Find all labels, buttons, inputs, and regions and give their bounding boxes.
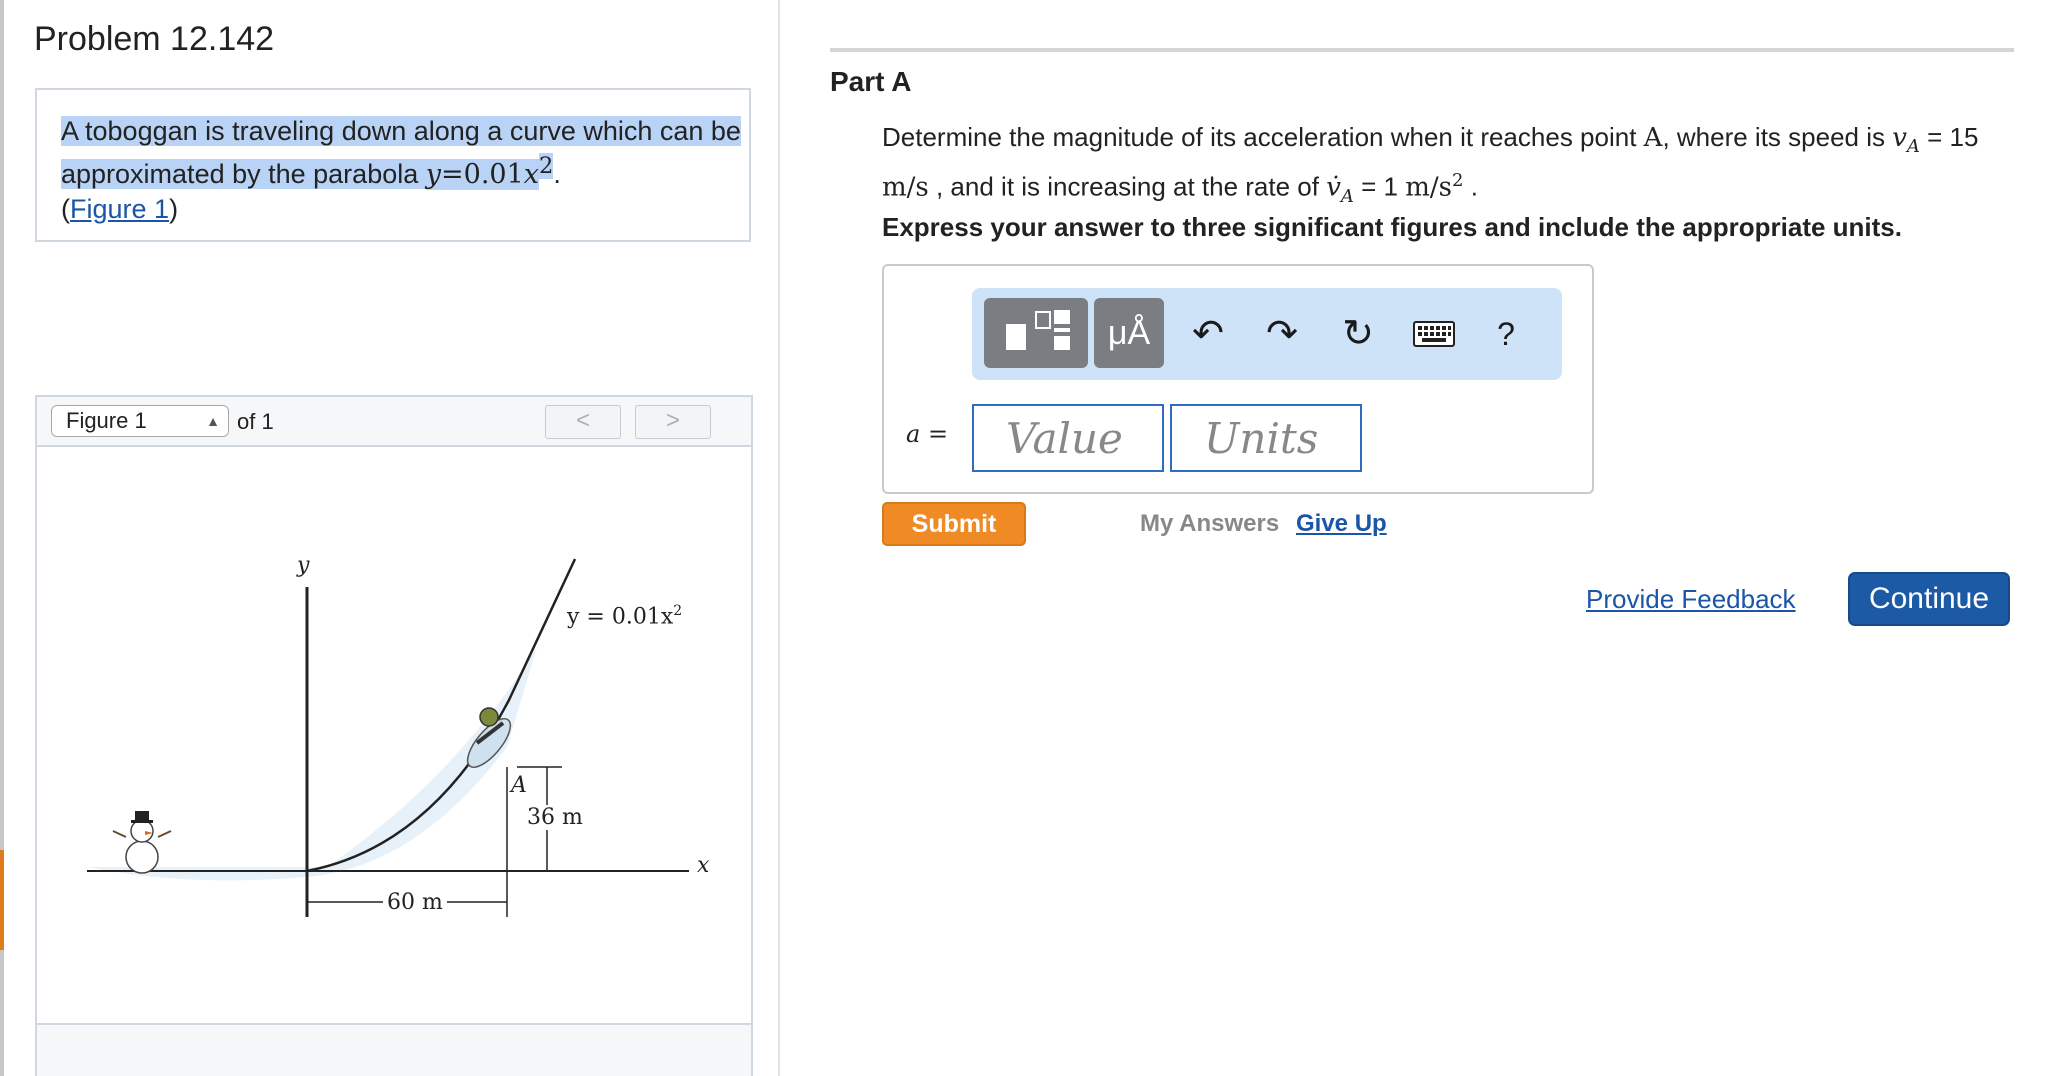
figure-select[interactable] (51, 405, 229, 437)
question-prefix: Determine the magnitude of its acceleration when it reaches point (882, 122, 1644, 152)
problem-column (4, 0, 779, 1076)
equation-exponent: 2 (539, 153, 554, 179)
submit-button[interactable]: Submit (882, 502, 1026, 546)
select-arrows-icon: ▲ (206, 413, 220, 429)
question-vdot-sub: A (1340, 186, 1354, 208)
undo-icon: ↶ (1192, 313, 1224, 355)
x-axis-label: x (697, 853, 710, 878)
problem-statement (61, 114, 741, 227)
question-v: v (1892, 123, 1907, 153)
chevron-right-icon: > (665, 407, 680, 434)
question-speed-unit: m/s (882, 172, 929, 203)
toboggan-diagram (37, 447, 751, 1023)
help-button[interactable]: ? (1497, 316, 1515, 352)
figure-prev-button[interactable] (545, 405, 621, 439)
problem-title: Problem 12.142 (34, 20, 275, 58)
snowman (113, 811, 171, 873)
curve-equation-label (567, 603, 682, 629)
templates-button[interactable] (984, 298, 1088, 368)
statement-period: . (553, 159, 561, 189)
instruction-text: Express your answer to three significant figures and include the appropriate units. (882, 212, 1902, 242)
figure-link-paren-close: ) (169, 194, 179, 224)
redo-icon: ↷ (1266, 313, 1298, 355)
figure-panel (35, 395, 753, 1076)
answer-box (882, 264, 1594, 494)
keyboard-icon (1413, 321, 1455, 347)
y-axis-label: y (297, 553, 310, 578)
figure-next-button[interactable] (635, 405, 711, 439)
part-title: Part A (830, 66, 912, 97)
figure-link[interactable]: Figure 1 (70, 194, 170, 224)
variable-label: a = (906, 420, 949, 448)
redo-button[interactable] (1254, 306, 1310, 362)
problem-statement-box (35, 88, 751, 242)
figure-select-value: Figure 1 (66, 408, 147, 433)
keyboard-button[interactable] (1406, 306, 1462, 362)
point-a-label: A (511, 773, 527, 798)
question-v-sub: A (1906, 136, 1920, 158)
value-input[interactable] (972, 404, 1164, 472)
templates-icon (984, 298, 1088, 368)
question-speed-value: = 15 (1919, 122, 1979, 152)
continue-button[interactable]: Continue (1848, 572, 2010, 626)
figure-canvas (37, 447, 751, 1023)
height-label: 36 m (527, 805, 583, 830)
equation-variable: x (523, 159, 539, 190)
symbols-button[interactable]: μÅ (1094, 298, 1164, 368)
my-answers-label: My Answers (1140, 510, 1280, 537)
problem-statement-text: A toboggan is traveling down along a curve which can be approximated by the parabola (61, 116, 741, 189)
question-rate-unit-exp: 2 (1452, 170, 1464, 192)
curve-equation-text: y = 0.01x (567, 604, 674, 630)
question-rate-value: = 1 (1353, 171, 1406, 202)
figure-footer (37, 1023, 751, 1076)
question-rate-text: , and it is increasing at the rate of (928, 171, 1327, 202)
distance-label: 60 m (383, 890, 447, 915)
column-divider (778, 0, 780, 1076)
question-rate-unit: m/s (1405, 172, 1453, 203)
question-end: . (1463, 171, 1478, 202)
units-input[interactable] (1170, 404, 1362, 472)
figure-link-paren-open: ( (61, 194, 70, 224)
figure-toolbar (37, 397, 751, 447)
curve-equation-exponent: 2 (673, 603, 683, 619)
provide-feedback-link[interactable]: Provide Feedback (1586, 584, 1796, 614)
undo-button[interactable] (1180, 306, 1236, 362)
reset-button[interactable] (1330, 306, 1386, 362)
top-divider (830, 48, 2014, 52)
question-text (882, 120, 2032, 214)
math-toolbar (972, 288, 1562, 380)
reset-icon: ↻ (1342, 313, 1374, 355)
equation-coefficient: 0.01 (463, 159, 524, 190)
chevron-left-icon: < (575, 407, 590, 434)
question-point: A (1643, 123, 1663, 153)
give-up-link[interactable]: Give Up (1296, 510, 1387, 537)
question-vdot: v̇ (1326, 172, 1341, 203)
equation-equals: = (441, 159, 464, 190)
figure-count: of 1 (237, 409, 274, 434)
equation-lhs: y (425, 159, 442, 190)
question-speed-text: , where its speed is (1662, 122, 1893, 152)
